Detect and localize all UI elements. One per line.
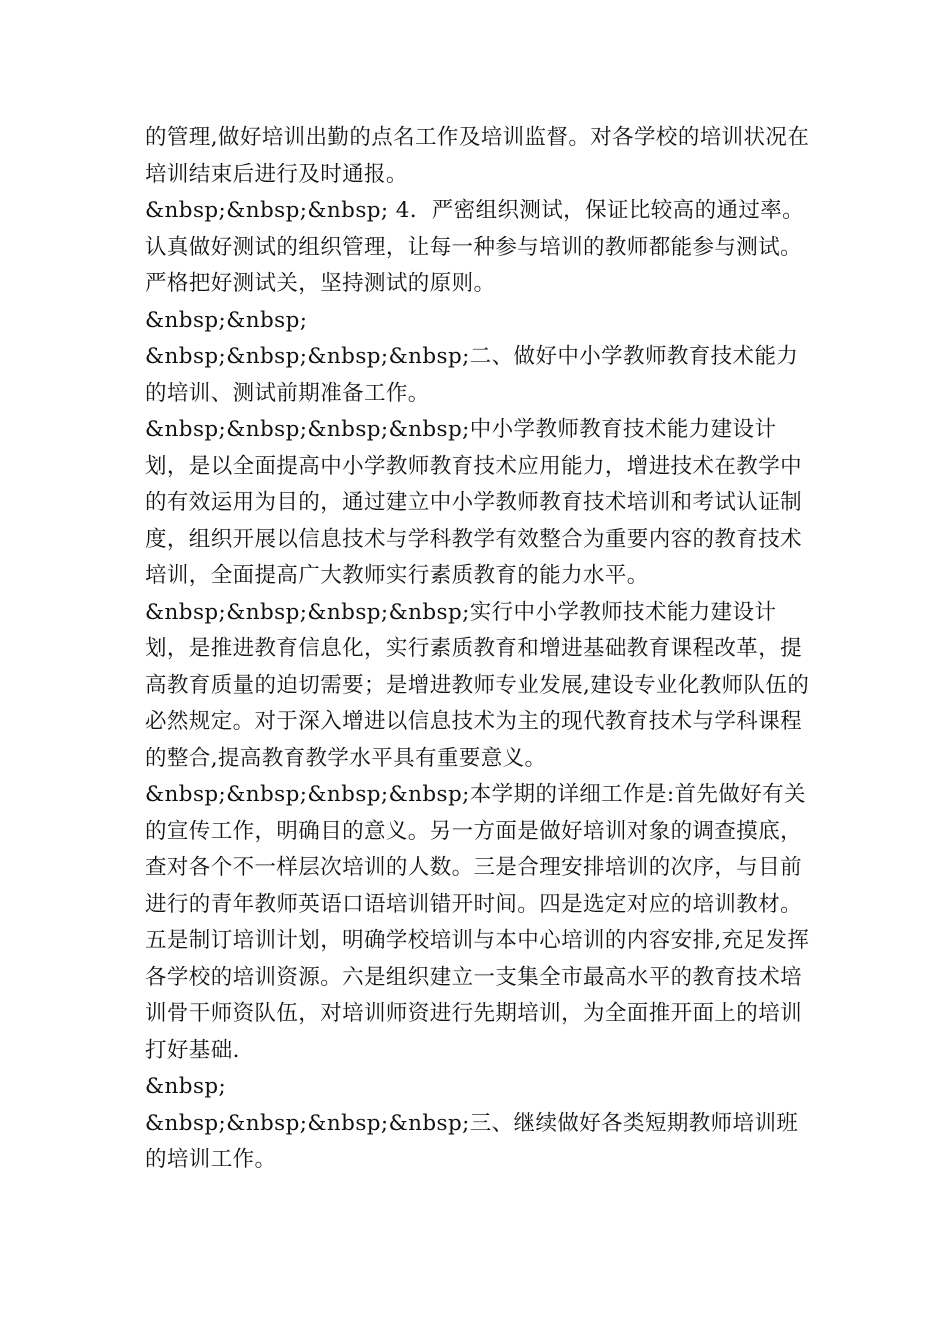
paragraph-blank-spacer: &nbsp;&nbsp; — [145, 307, 308, 333]
paragraph-semester-tasks: &nbsp;&nbsp;&nbsp;&nbsp;本学期的详细工作是:首先做好有关的宣传工作，明确目的意义。另一方面是做好培训对象的调查摸底，查对各个不一样层次培训的人数。三是合理安排培训的次序，与目前进行的青年教师英语口语培训错开时间。四是选定对应的培训教材。五是制订培训计划，明确学校培训与本中心培训的内容安排,充足发挥各学校的培训资源。六是组织建立一支集全市最高水平的教育技术培训骨干师资队伍，对培训师资进行先期培训，为全面推开面上的培训打好基础. — [145, 782, 810, 1063]
document-body — [145, 120, 810, 1179]
paragraph-capability-plan: &nbsp;&nbsp;&nbsp;&nbsp;中小学教师教育技术能力建设计划，是以全面提高中小学教师教育技术应用能力，增进技术在教学中的有效运用为目的，通过建立中小学教师教育技术培训和考试认证制度，组织开展以信息技术与学科教学有效整合为重要内容的教育技术培训，全面提高广大教师实行素质教育的能力水平。 — [145, 417, 803, 588]
section-heading-two: &nbsp;&nbsp;&nbsp;&nbsp;二、做好中小学教师教育技术能力的培训、测试前期准备工作。 — [145, 344, 799, 406]
section-heading-three: &nbsp;&nbsp;&nbsp;&nbsp;三、继续做好各类短期教师培训班的培训工作。 — [145, 1110, 799, 1172]
paragraph-training-management: 的管理,做好培训出勤的点名工作及培训监督。对各学校的培训状况在培训结束后进行及时通报。 — [145, 125, 810, 187]
paragraph-blank-spacer-2: &nbsp; — [145, 1074, 227, 1099]
paragraph-testing-organization: &nbsp;&nbsp;&nbsp; 4．严密组织测试，保证比较高的通过率。认真做好测试的组织管理，让每一种参与培训的教师都能参与测试。严格把好测试关，坚持测试的原则。 — [145, 198, 805, 296]
paragraph-implementation-significance: &nbsp;&nbsp;&nbsp;&nbsp;实行中小学教师技术能力建设计划，是推进教育信息化，实行素质教育和增进基础教育课程改革，提高教育质量的迫切需要；是增进教师专业发展,建设专业化教师队伍的必然规定。对于深入增进以信息技术为主的现代教育技术与学科课程的整合,提高教育教学水平具有重要意义。 — [145, 599, 810, 771]
